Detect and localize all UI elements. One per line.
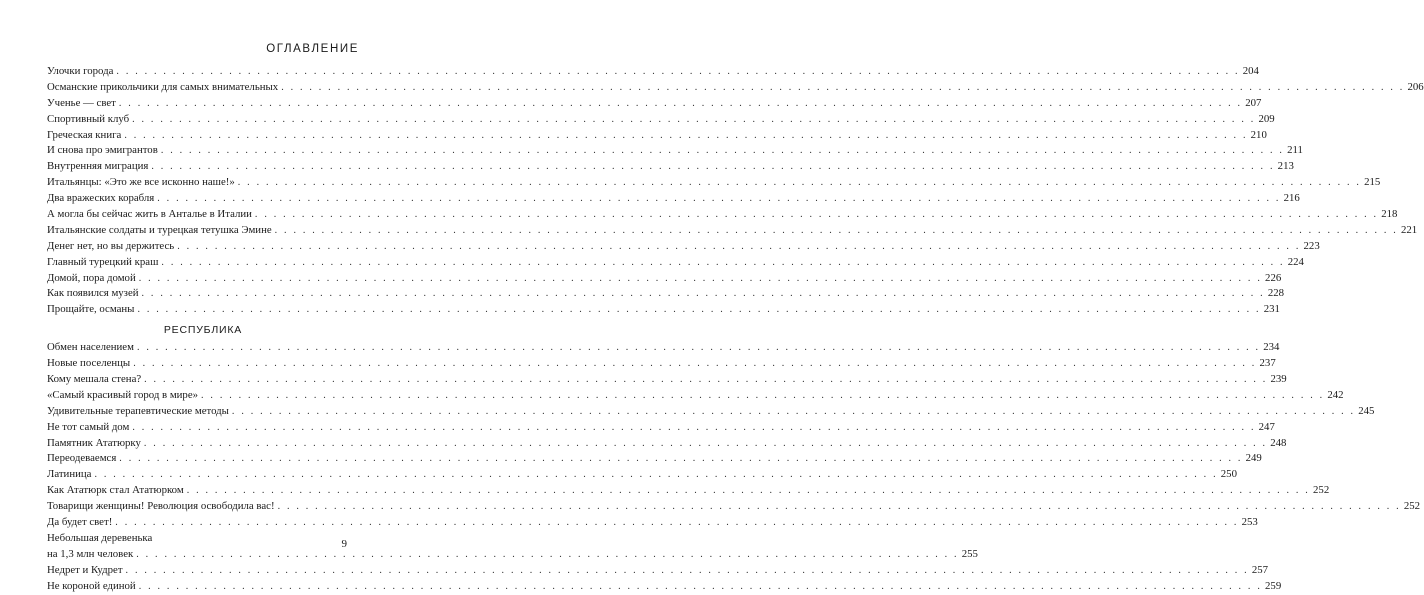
toc-entry-page: 252 <box>1313 484 1330 497</box>
page-header: ОГЛАВЛЕНИЕ <box>266 43 359 55</box>
toc-entry-page: 223 <box>1303 239 1320 252</box>
toc-entry <box>47 191 1300 207</box>
toc-entry <box>47 128 1267 144</box>
toc-entry <box>47 143 1303 159</box>
toc-entry-title: Кому мешала стена? <box>47 373 142 386</box>
leader-dots: . . . . . . . . . . . . . . . . . . . . . . . . . . . . . . . . . . . . . . . . . . . . . . . . . . . . . . . . . . . . . . . . . . . . . . . . . . . . . . . . . . . . . . . . . . . . . . . . . . . . . . . . . . . . . . . . . . . . . . . . <box>160 145 1285 157</box>
toc-entry-title: Два вражеских корабля <box>47 192 155 205</box>
toc-entry-page: 239 <box>1270 373 1287 386</box>
toc-entry-title: Османские прикольчики для самых внимательных <box>47 80 279 93</box>
toc-part-3 <box>47 563 1282 595</box>
toc-entry <box>47 356 1276 372</box>
toc-entry <box>47 372 1287 388</box>
leader-dots: . . . . . . . . . . . . . . . . . . . . . . . . . . . . . . . . . . . . . . . . . . . . . . . . . . . . . . . . . . . . . . . . . . . . . . . . . . . . . . . . . . . . . . . . . . . . . . . . . . . . . . . . . . . . . . . . . . . . . . . . <box>151 161 1275 173</box>
leader-dots: . . . . . . . . . . . . . . . . . . . . . . . . . . . . . . . . . . . . . . . . . . . . . . . . . . . . . . . . . . . . . . . . . . . . . . . . . . . . . . . . . . . . . . . . . . . . . . . . . . . . . . . . . . . . . . . . . . . . . . . . <box>277 501 1401 513</box>
toc-entry-title: Ученье — свет <box>47 96 116 109</box>
toc-entry <box>47 404 1375 420</box>
leader-dots: . . . . . . . . . . . . . . . . . . . . . . . . . . . . . . . . . . . . . . . . . . . . . . . . . . . . . . . . . . . . . . . . . . . . . . . . . . . . . . . . . . . . . . . . . . . . . . . . . . . . . . . . . . . . . . . . . . . . . . . . <box>124 129 1248 141</box>
leader-dots: . . . . . . . . . . . . . . . . . . . . . . . . . . . . . . . . . . . . . . . . . . . . . . . . . . . . . . . . . . . . . . . . . . . . . . . . . . . . . . . . . . . . . . . . . . . . . . . . . . . . . . . . . . . . . . . . . . . . . . . . <box>116 65 1240 77</box>
toc-entry <box>47 64 1259 80</box>
leader-dots: . . . . . . . . . . . . . . . . . . . . . . . . . . . . . . . . . . . . . . . . . . . . . . . . . . . . . . . . . . . . . . . . . . . . . . . . . . . . . . . . . . . . . . . . . . . . . . . . . . . . . . . . . . . . . . . . . . . . . . . . <box>94 469 1218 481</box>
leader-dots: . . . . . . . . . . . . . . . . . . . . . . . . . . . . . . . . . . . . . . . . . . . . . . . . . . . . . . . . . . . . . . . . . . . . . . . . . . . . . . . . . . . . . . . . . . . . . . . . . . . . . . . . . . . . . . . . . . . . . . . . <box>132 421 1256 433</box>
leader-dots: . . . . . . . . . . . . . . . . . . . . . . . . . . . . . . . . . . . . . . . . . . . . . . . . . . . . . . . . . . . . . . . . . . . . . . . . . . . . . . . . . . . . . . . . . . . . . . . . . . . . . . . . . . . . . . . . . . . . . . . . <box>186 485 1311 497</box>
toc-entry-page: 228 <box>1267 287 1285 300</box>
toc-entry-page: 242 <box>1327 388 1344 401</box>
toc-entry-page: 204 <box>1242 64 1259 77</box>
toc-entry-page: 248 <box>1270 436 1287 449</box>
toc-entry <box>47 340 1280 356</box>
toc-entry <box>47 80 1424 96</box>
toc-entry-page: 215 <box>1364 176 1381 189</box>
toc-entry-title: Прощайте, османы <box>47 303 135 316</box>
toc-entry-page: 209 <box>1258 112 1275 125</box>
toc-entry-title: И снова про эмигрантов <box>47 144 158 157</box>
toc-entry <box>47 531 978 563</box>
toc-entry-page: 253 <box>1241 516 1258 529</box>
toc-entry-title: А могла бы сейчас жить в Анталье в Италии <box>47 208 252 220</box>
toc-entry-title: Да будет свет! <box>47 516 113 529</box>
toc-entry <box>47 255 1304 271</box>
toc-entry <box>47 563 1269 579</box>
leader-dots: . . . . . . . . . . . . . . . . . . . . . . . . . . . . . . . . . . . . . . . . . . . . . . . . . . . . . . . . . . . . . . . . . . . . . . . . . . . . . . . . . . . . . . . . . . . . . . . . . . . . . . . . . . . . . . . . . . . . . . . . <box>281 81 1405 93</box>
section-title: РЕСПУБЛИКА <box>163 324 243 337</box>
leader-dots: . . . . . . . . . . . . . . . . . . . . . . . . . . . . . . . . . . . . . . . . . . . . . . . . . . . . . . . . . . . . . . . . . . . . . . . . . . . . . . . . . . . . . . . . . . . . . . . . . . . . . . . . . . . . . . . . . . . . . . . . <box>138 272 1263 284</box>
toc-entry-title: Как появился музей <box>47 287 139 300</box>
toc-entry <box>47 223 1418 239</box>
toc-entry <box>47 302 1280 318</box>
toc-entry <box>47 175 1381 191</box>
toc-entry <box>47 271 1282 287</box>
toc-part-1 <box>47 64 1424 318</box>
toc-entry <box>47 112 1275 128</box>
toc-entry-page: 247 <box>1258 420 1275 433</box>
leader-dots: . . . . . . . . . . . . . . . . . . . . . . . . . . . . . . . . . . . . . . . . . . . . . . . . . . . . . . . . . . . . . . . . . . . . . . . . . . . . . . . . . . . . . . . . . . . . . . . . . . . . . . . . . . . . . . . . . . . . . . . . <box>231 405 1356 417</box>
toc-entry-title: Переодеваемся <box>47 452 117 465</box>
toc-entry <box>47 388 1344 404</box>
toc-entry-title-cont: на 1,3 млн человек <box>47 547 134 560</box>
toc-entry-page: 257 <box>1251 563 1269 576</box>
toc-entry-title: Товарищи женщины! Революция освободила вас! <box>47 500 275 513</box>
toc-entry-title: Домой, пора домой <box>47 271 136 284</box>
toc-entry-page: 234 <box>1263 341 1280 354</box>
toc-entry-page: 216 <box>1283 192 1300 205</box>
toc-entry <box>47 239 1320 255</box>
leader-dots: . . . . . . . . . . . . . . . . . . . . . . . . . . . . . . . . . . . . . . . . . . . . . . . . . . . . . . . . . . . . . . . . . . . . . . . . . . . . . . . . . . . . . . . . . . . . . . . . . . . . . . . . . . . . . . . . . . . . . . . . <box>136 342 1261 354</box>
toc-entry-page: 249 <box>1245 452 1262 465</box>
toc-entry-title: Спортивный клуб <box>47 112 130 125</box>
toc-entry-page: 224 <box>1287 255 1304 268</box>
toc-entry-page: 237 <box>1259 357 1276 370</box>
leader-dots: . . . . . . . . . . . . . . . . . . . . . . . . . . . . . . . . . . . . . . . . . . . . . . . . . . . . . . . . . . . . . . . . . . . . . . . . . . . . . . . . . . . . . . . . . . . . . . . . . . . . . . . . . . . . . . . . . . . . . . . . <box>143 437 1268 449</box>
leader-dots: . . . . . . . . . . . . . . . . . . . . . . . . . . . . . . . . . . . . . . . . . . . . . . . . . . . . . . . . . . . . . . . . . . . . . . . . . . . . . . . . . . . . . . . . . . . . . . . . . . . . . . . . . . . . . . . . . . . . . . . . <box>144 374 1268 386</box>
leader-dots: . . . . . . . . . . . . . . . . . . . . . . . . . . . . . . . . . . . . . . . . . . . . . . . . . . . . . . . . . . . . . . . . . . . . . . . . . . . . . . . . . . . . . . . . . . . . . . . . . . . . . . . . . . . . . . . . . . . . . . . . <box>138 580 1263 592</box>
toc-entry <box>47 515 1258 531</box>
leader-dots: . . . . . . . . . . . . . . . . . . . . . . . . . . . . . . . . . . . . . . . . . . . . . . . . . . . . . . . . . . . . . . . . . . . . . . . . . . . . . . . . . . . . . . . . . . . . . . . . . . . . . . . . . . . . . . . . . . . . . . . . <box>157 193 1281 205</box>
toc-entry <box>47 451 1262 467</box>
toc-entry-title: Итальянцы: «Это же все исконно наше!» <box>47 176 235 189</box>
page-number: 9 <box>341 538 347 550</box>
toc-entry <box>47 483 1330 499</box>
toc-part-2 <box>47 340 1421 531</box>
leader-dots: . . . . . . . . . . . . . . . . . . . . . . . . . . . . . . . . . . . . . . . . . . . . . . . . . . . . . . . . . . . . . . . . . . . . . . . . . . . . . . . . . . . . . . . . . . . . . . . . . . . . . . . . . . . . . . . . . . . . . . . . <box>274 224 1398 236</box>
leader-dots: . . . . . . . . . . . . . . . . . . . . . . . . . . . . . . . . . . . . . . . . . . . . . . . . . . . . . . . . . . . . . . . . . . . . . . . . . . . . . . . . . . . . . . . . . . . . . . . . . . . . . . . . . . . . . . . . . . . . . . . . <box>118 97 1243 109</box>
toc-entry-page: 255 <box>961 547 978 560</box>
leader-dots: . . . . . . . . . . . . . . . . . . . . . . . . . . . . . . . . . . . . . . . . . . . . . . . . . . . . . . . . . . . . . . . . . . . . . . . . . . . . . . . . . . . . . . . . . . . . . . . . . . . . . . . . . . . . . . . . . . . . . . . . <box>137 304 1261 316</box>
toc-entry-title: Не тот самый дом <box>47 420 130 433</box>
toc-entry-title: Недрет и Кудрет <box>47 563 123 576</box>
toc-entry-title: Итальянские солдаты и турецкая тетушка Эмине <box>47 223 272 236</box>
leader-dots: . . . . . . . . . . . . . . . . . . . . . . . . . . . . . . . . . . . . . . . . . . . . . . . . . . . . . . . . . . . . . . . . . . . . . . . . . . . . . . . . . . . . . . . . . . . . . . . . . . . . . . . . . . . . . . . . . . . . . . . . <box>161 256 1285 268</box>
toc-entry-page: 211 <box>1287 144 1303 157</box>
toc-entry-page: 210 <box>1250 128 1267 141</box>
toc-entry <box>47 499 1421 515</box>
toc-entry-title: Главный турецкий краш <box>47 255 159 268</box>
leader-dots: . . . . . . . . . . . . . . . . . . . . . . . . . . . . . . . . . . . . . . . . . . . . . . . . . . . . . . . . . . . . . . . . . . . . . . . . . . . . . . . . . . . . . . . . . . . . . . . . . . . . . . . . . . . . . . . . . . . . . . . . <box>201 389 1325 401</box>
table-of-contents <box>47 64 1424 595</box>
leader-dots: . . . . . . . . . . . . . . . . . . . . . . . . . . . . . . . . . . . . . . . . . . . . . . . . . . . . . . . . . . . . . . . . . . . . . . . . . . . . . . . . . . . . . . . . . . . . . . . . . . . . . . . . . . . . . . . . . . . . . . . . <box>141 288 1265 300</box>
toc-entry-page: 259 <box>1265 579 1282 592</box>
toc-entry-page: 221 <box>1400 223 1418 236</box>
toc-entry-title: Денег нет, но вы держитесь <box>47 239 175 252</box>
toc-entry <box>47 159 1294 175</box>
toc-entry-page: 207 <box>1245 96 1262 109</box>
leader-dots: . . . . . . . . . . . . . . . . . . . . . . . . . . . . . . . . . . . . . . . . . . . . . . . . . . . . . . . . . . . . . . . . . . . . . . . . . . . . . . . . . . . . . . . . <box>136 548 959 560</box>
toc-entry <box>47 579 1282 595</box>
toc-entry-page: 206 <box>1407 80 1424 93</box>
toc-entry-title: Обмен населением <box>47 341 134 354</box>
toc-entry-page: 218 <box>1381 208 1398 220</box>
leader-dots: . . . . . . . . . . . . . . . . . . . . . . . . . . . . . . . . . . . . . . . . . . . . . . . . . . . . . . . . . . . . . . . . . . . . . . . . . . . . . . . . . . . . . . . . . . . . . . . . . . . . . . . . . . . . . . . . . . . . . . . . <box>125 564 1249 576</box>
toc-entry-title: Новые поселенцы <box>47 357 131 370</box>
toc-entry-page: 213 <box>1277 160 1294 173</box>
toc-entry-title: «Самый красивый город в мире» <box>47 388 199 401</box>
leader-dots: . . . . . . . . . . . . . . . . . . . . . . . . . . . . . . . . . . . . . . . . . . . . . . . . . . . . . . . . . . . . . . . . . . . . . . . . . . . . . . . . . . . . . . . . . . . . . . . . . . . . . . . . . . . . . . . . . . . . . . . . <box>237 177 1362 189</box>
toc-entry-page: 250 <box>1220 468 1237 481</box>
toc-entry-title: Небольшая деревенька <box>47 531 153 544</box>
toc-entry-title: Как Ататюрк стал Ататюрком <box>47 484 184 497</box>
toc-entry-page: 231 <box>1263 303 1280 316</box>
toc-entry-page: 252 <box>1403 500 1421 513</box>
toc-entry <box>47 467 1237 483</box>
toc-entry-title: Улочки города <box>47 64 114 77</box>
toc-entry-page: 226 <box>1265 271 1282 284</box>
toc-entry <box>47 207 1398 223</box>
toc-entry-page: 245 <box>1358 404 1375 417</box>
leader-dots: . . . . . . . . . . . . . . . . . . . . . . . . . . . . . . . . . . . . . . . . . . . . . . . . . . . . . . . . . . . . . . . . . . . . . . . . . . . . . . . . . . . . . . . . . . . . . . . . . . . . . . . . . . . . . . . . . . . . . . . . <box>119 453 1243 465</box>
toc-entry-title: Внутренняя миграция <box>47 160 149 173</box>
leader-dots: . . . . . . . . . . . . . . . . . . . . . . . . . . . . . . . . . . . . . . . . . . . . . . . . . . . . . . . . . . . . . . . . . . . . . . . . . . . . . . . . . . . . . . . . . . . . . . . . . . . . . . . . . . . . . . . . . . . . . . . . <box>115 517 1239 529</box>
leader-dots: . . . . . . . . . . . . . . . . . . . . . . . . . . . . . . . . . . . . . . . . . . . . . . . . . . . . . . . . . . . . . . . . . . . . . . . . . . . . . . . . . . . . . . . . . . . . . . . . . . . . . . . . . . . . . . . . . . . . . . . . <box>177 240 1301 252</box>
toc-entry <box>47 96 1262 112</box>
leader-dots: . . . . . . . . . . . . . . . . . . . . . . . . . . . . . . . . . . . . . . . . . . . . . . . . . . . . . . . . . . . . . . . . . . . . . . . . . . . . . . . . . . . . . . . . . . . . . . . . . . . . . . . . . . . . . . . . . . . . . . . . <box>254 209 1379 220</box>
toc-entry <box>47 286 1285 302</box>
toc-entry-title: Не короной единой <box>47 579 136 592</box>
toc-entry <box>47 436 1287 452</box>
toc-entry-title: Греческая книга <box>47 128 122 141</box>
leader-dots: . . . . . . . . . . . . . . . . . . . . . . . . . . . . . . . . . . . . . . . . . . . . . . . . . . . . . . . . . . . . . . . . . . . . . . . . . . . . . . . . . . . . . . . . . . . . . . . . . . . . . . . . . . . . . . . . . . . . . . . . <box>133 358 1257 370</box>
toc-entry-title: Латиница <box>47 468 92 481</box>
toc-entry <box>47 420 1275 436</box>
leader-dots: . . . . . . . . . . . . . . . . . . . . . . . . . . . . . . . . . . . . . . . . . . . . . . . . . . . . . . . . . . . . . . . . . . . . . . . . . . . . . . . . . . . . . . . . . . . . . . . . . . . . . . . . . . . . . . . . . . . . . . . . <box>132 113 1256 125</box>
toc-entry-title: Памятник Ататюрку <box>47 436 141 449</box>
toc-entry-title: Удивительные терапевтические методы <box>47 404 229 417</box>
